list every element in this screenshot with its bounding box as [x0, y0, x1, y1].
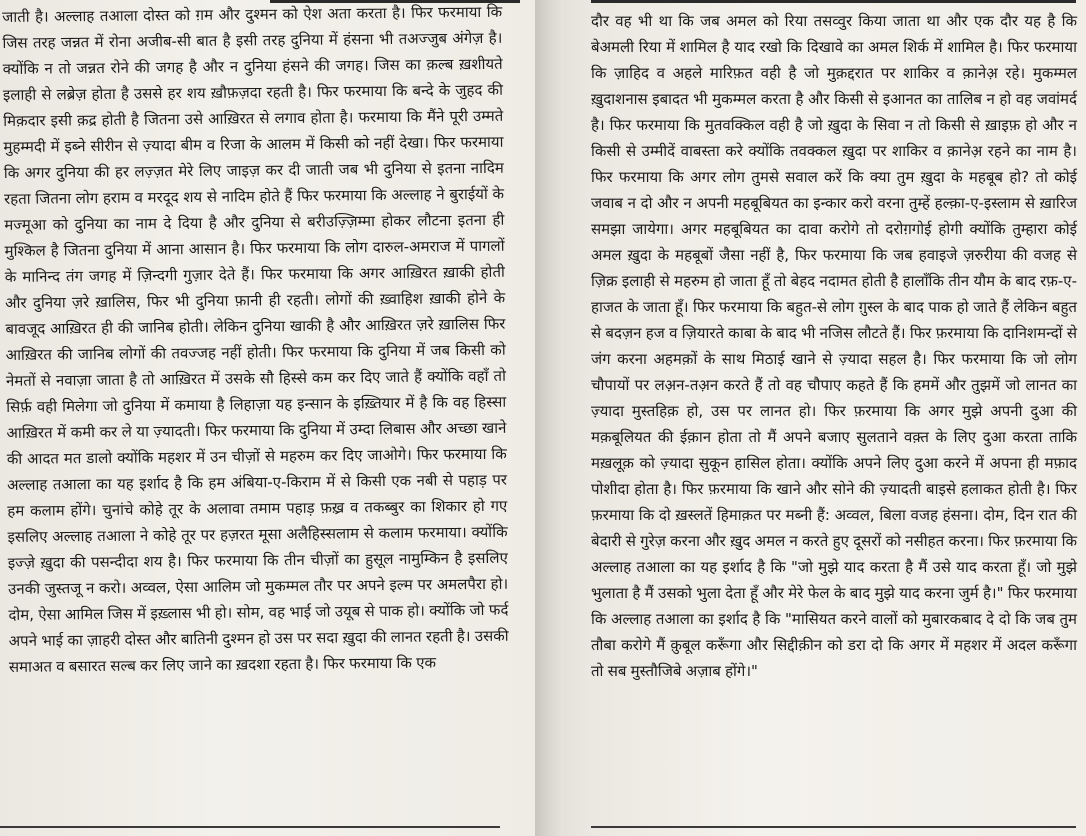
left-page-text: जाती है। अल्लाह तआला दोस्त को ग़म और दुश्मन को ऐश अता करता है। फिर फरमाया कि जिस तरह जन्नत में रोना अजीब-सी बात है इसी तरह दुनिया में हंसना भी तअज्जुब अंगेज़ है। क्योंकि न तो जन्नत रोने की जगह है और न दुनिया हंसने की जगह। जिस का क़ल्ब ख़शीयते इलाही से लब्रेज़ होता है उससे हर शय ख़ौफ़ज़दा रहती है। फिर फरमाया कि बन्दे के जुहद की मिक़दार इसी क़द्र होती है जितना उसे आख़िरत से लगाव होता है। फरमाया कि मैंने पूरी उम्मते मुहम्मदी में इब्ने सीरीन से ज़्यादा बीम व रिजा के आलम में किसी को नहीं देखा। फिर फरमाया कि अगर दुनिया की हर लज़्ज़त मेरे लिए जाइज़ कर दी जाती जब भी दुनिया से इतना नादिम रहता जितना लोग हराम व मरदूद शय से नादिम होते हैं फिर फरमाया कि अल्लाह ने बुराईयों के मज्मूआ को दुनिया का नाम दे दिया है और दुनिया से बरीउज़्ज़िम्मा होकर लौटना इतना ही मुश्किल है जितना दुनिया में आना आसान है। फिर फरमाया कि लोग दारुल-अमराज में पागलों के मानिन्द तंग जगह में ज़िन्दगी गुज़ार देते हैं। फिर फरमाया कि अगर आख़िरत ख़ाकी होती और दुनिया ज़रे ख़ालिस, फिर भी दुनिया फ़ानी ही रहती। लोगों की ख़्वाहिश ख़ाकी होने के बावजूद आख़िरत ही की जानिब होती। लेकिन दुनिया खाकी है और आख़िरत ज़रे ख़ालिस फिर आख़िरत की जानिब लोगों की तवज्जह नहीं होती। फिर फरमाया कि दुनिया में जब किसी को नेमतों से नवाज़ा जाता है तो आख़िरत में उसके सौ हिस्से कम कर दिए जाते हैं क्योंकि वहाँ तो सिर्फ़ वही मिलेगा जो दुनिया में कमाया है लिहाज़ा यह इन्सान के इख़्तियार में है कि वह हिस्सा आख़िरत में कमी कर ले या ज़्यादती। फिर फरमाया कि दुनिया में उम्दा लिबास और अच्छा खाने की आदत मत डालो क्योंकि महशर में उन चीज़ों से महरुम कर दिए जाओगे। फिर फरमाया कि अल्लाह तआला का यह इर्शाद है कि हम अंबिया-ए-किराम में से किसी एक नबी से पहाड़ पर हम कलाम होंगे। चुनांचे कोहे तूर के अलावा तमाम पहाड़ फ़ख़्र व तकब्बुर का शिकार हो गए इसलिए अल्लाह तआला ने कोहे तूर पर हज़रत मूसा अलैहिस्सलाम से कलाम फरमाया। क्योंकि इज्ज़े ख़ुदा की पसन्दीदा शय है। फिर फरमाया कि तीन चीज़ों का हुसूल नामुम्किन है इसलिए उनकी जुस्तजू न करो। अव्वल, ऐसा आलिम जो मुकम्मल तौर पर अपने इल्म पर अमलपैरा हो। दोम, ऐसा आमिल जिस में इख़्लास भी हो। सोम, वह भाई जो उयूब से पाक हो। क्योंकि जो फर्द अपने भाई का ज़ाहरी दोस्त और बातिनी दुश्मन हो उस पर सदा ख़ुदा की लानत रहती है। उसकी समाअत व बसारत सल्ब कर लिए जाने का ख़दशा रहता है। फिर फरमाया कि एक: [2, 2, 509, 676]
right-page-text: दौर वह भी था कि जब अमल को रिया तसव्वुर किया जाता था और एक दौर यह है कि बेअमली रिया में शामिल है याद रखो कि दिखावे का अमल शिर्क में शामिल है। फिर फरमाया कि ज़ाहिद व अहले मारिफ़त वही है जो मुक़द्दरात पर शाकिर व क़ानेअ़ रहे। मुकम्मल ख़ुदाशनास इबादत भी मुकम्मल करता है और किसी से इआनत का तालिब न हो वह जवांमर्द है। फिर फरमाया कि मुतवक्किल वही है जो ख़ुदा के सिवा न तो किसी से ख़ाइफ़ हो और न किसी से उम्मीदें वाबस्ता करे क्योंकि तवक्कल ख़ुदा पर शाकिर व क़ानेअ़ रहने का नाम है। फिर फरमाया कि अगर लोग तुमसे सवाल करें कि क्या तुम ख़ुदा के महबूब हो? तो कोई जवाब न दो और न अपनी महबूबियत का इन्कार करो वरना तुम्हें हल्क़ा-ए-इस्लाम से ख़ारिज समझा जायेगा। अगर महबूबियत का दावा करोगे तो दरोग़गोई होगी क्योंकि तुम्हारा कोई अमल ख़ुदा के महबूबों जैसा नहीं है, फिर फरमाया कि जब हवाइजे ज़रुरीया की वजह से ज़िक्र इलाही से महरुम हो जाता हूँ तो बेहद नदामत होती है हालाँकि तीन यौम के बाद रफ़-ए-हाजत के जाता हूँ। फिर फरमाया कि बहुत-से लोग ग़ुस्ल के बाद पाक हो जाते हैं लेकिन बहुत से बदज़न हज व ज़ियारते काबा के बाद भी नजिस लौटते हैं। फिर फ़रमाया कि दानिशमन्दों से जंग करना अहमक़ों के साथ मिठाई खाने से ज़्यादा सहल है। फिर फरमाया कि जो लोग चौपायों पर लअ़न-तअ़न करते हैं तो वह चौपाए कहते हैं कि हममें और तुझमें जो लानत का ज़्यादा मुस्तहिक़ हो, उस पर लानत हो। फिर फ़रमाया कि अगर मुझे अपनी दुआ की मक़बूलियत की ईक़ान होता तो मैं अपने बजाए सुलताने वक़्त के लिए दुआ करता ताकि मख़लूक़ को ज़्यादा सुकून हासिल होता। क्योंकि अपने लिए दुआ करने में अपना ही मफ़ाद पोशीदा होता है। फिर फ़रमाया कि खाने और सोने की ज़्यादती बाइसे हलाकत होती है। फिर फ़रमाया कि दो ख़स्लतें हिमाक़त पर मब्नी हैं: अव्वल, बिला वजह हंसना। दोम, दिन रात की बेदारी से गुरेज़ करना और ख़ुद अमल न करते हुए दूसरों को नसीहत करना। फिर फ़रमाया कि अल्लाह तआला का यह इर्शाद है कि "जो मुझे याद करता है मैं उसे याद करता हूँ। जो मुझे भुलाता है मैं उसको भुला देता हूँ और मेरे फेल के बाद मुझे याद करना जुर्म है।" फिर फरमाया कि अल्लाह तआला का इर्शाद है कि "मासियत करने वालों को मुबारकबाद दे दो कि जब तुम तौबा करोगे मैं क़ुबूल करूँगा और सिद्दीक़ीन को डरा दो कि अगर में महशर में अदल करूँगा तो सब मुस्तौजिबे अज़ाब होंगे।": [591, 12, 1077, 680]
right-footer-rule: [591, 826, 1076, 828]
left-footer-rule: [0, 826, 500, 828]
left-page: [0, 0, 535, 836]
right-page: [535, 0, 1086, 836]
right-header-rule: [591, 0, 1076, 3]
